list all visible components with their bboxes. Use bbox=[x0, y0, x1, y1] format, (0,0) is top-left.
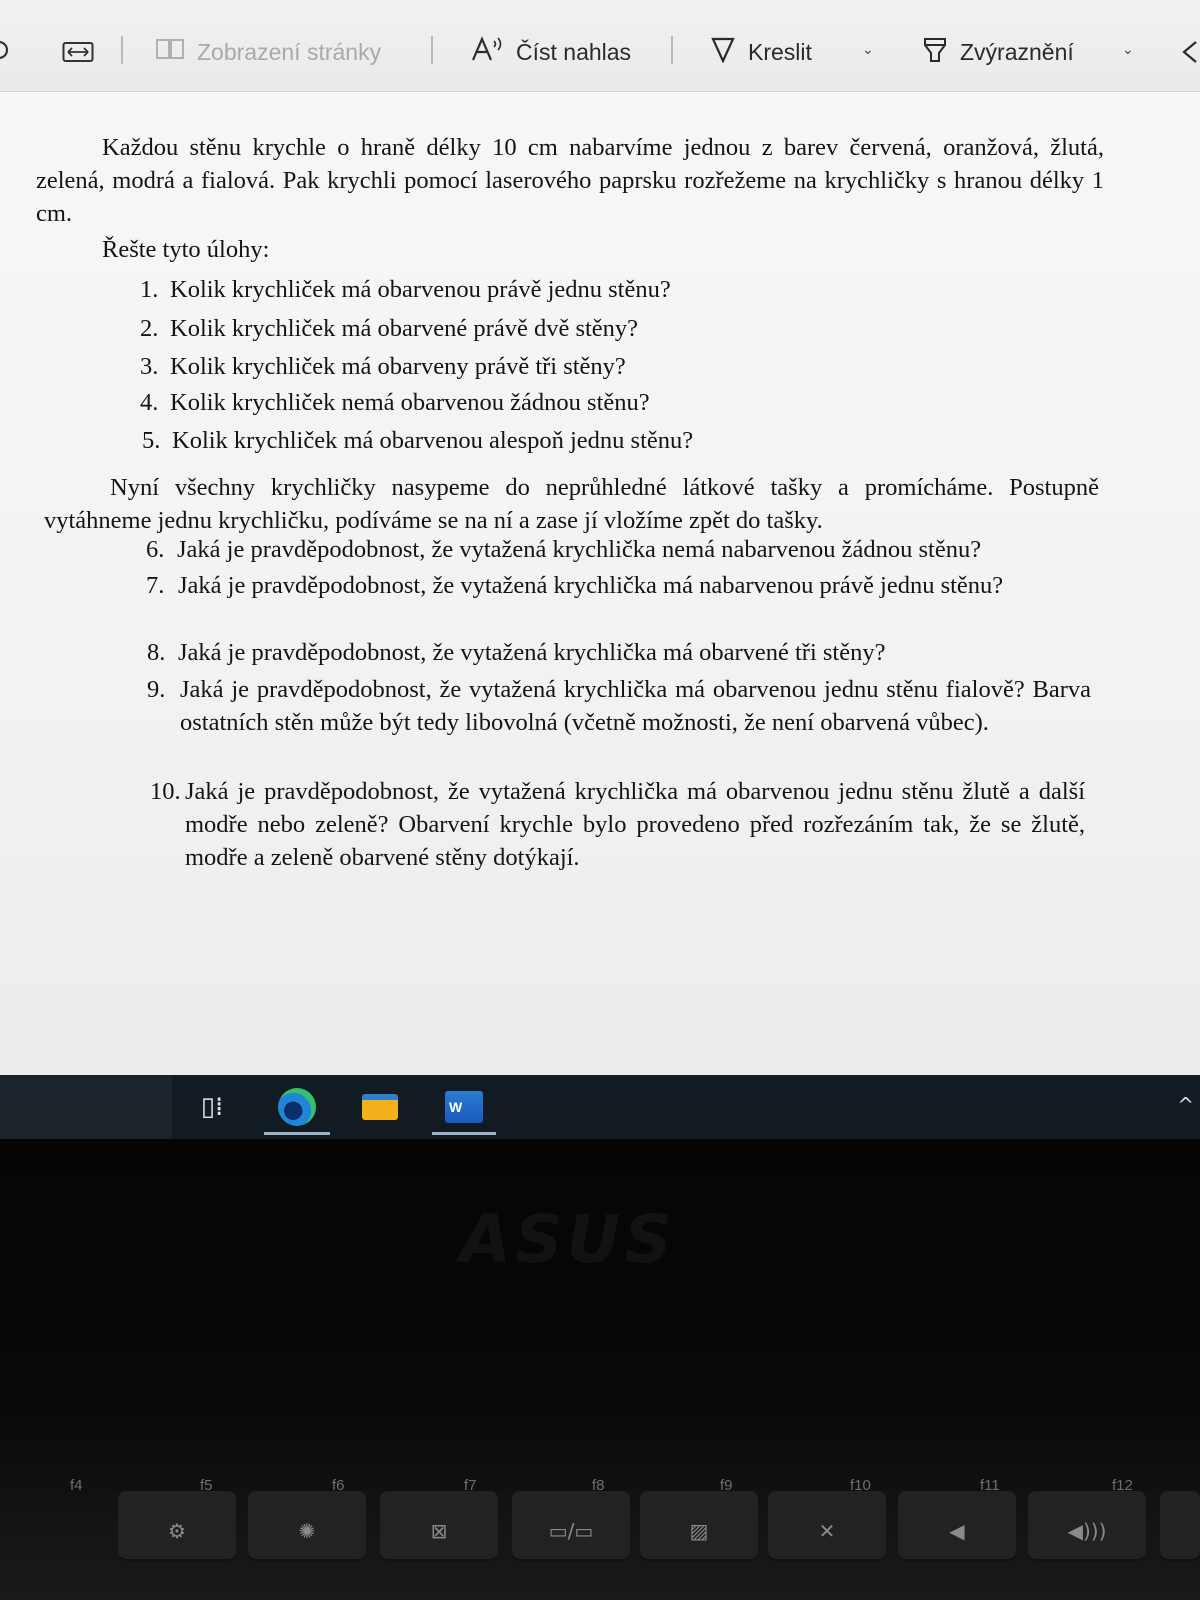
highlighter-icon bbox=[922, 35, 948, 69]
question-number: 1. bbox=[140, 276, 159, 303]
question-number: 4. bbox=[140, 389, 159, 416]
question-text: Jaká je pravděpodobnost, že vytažená krychlička má obarvenou jednu stěnu žlutě a další modře nebo zeleně? Obarvení krychle bylo provedeno před rozřezáním tak, že se žlutě, modře a zeleně obarvené stěny dotýkají. bbox=[185, 778, 1085, 871]
toolbar-separator bbox=[431, 36, 433, 64]
search-icon[interactable] bbox=[0, 32, 14, 72]
touchpad-toggle-icon: ⊠ bbox=[430, 1519, 448, 1543]
intro-paragraph: Každou stěnu krychle o hraně délky 10 cm nabarvíme jednou z barev červená, oranžová, žlutá, zelená, modrá a fialová. Pak krychli pomocí laserového paprsku rozřežeme na krychličky s hranou délky 1 cm. bbox=[36, 134, 1104, 227]
key-label: f9 bbox=[720, 1477, 733, 1494]
volume-up-icon: ◀))) bbox=[1067, 1519, 1107, 1543]
question-text: Kolik krychliček má obarveny právě tři stěny? bbox=[170, 353, 626, 380]
taskbar-edge-button[interactable] bbox=[262, 1081, 332, 1133]
highlight-chevron-down-icon[interactable]: ⌄ bbox=[1122, 42, 1134, 58]
question-text: Jaká je pravděpodobnost, že vytažená krychlička nemá nabarvenou žádnou stěnu? bbox=[177, 536, 982, 563]
key-label: f8 bbox=[592, 1477, 605, 1494]
volume-down-icon: ◀ bbox=[949, 1519, 965, 1543]
keyboard-backlight-down-icon: ⚙ bbox=[168, 1519, 186, 1543]
question-number: 5. bbox=[142, 427, 161, 454]
key-label: f12 bbox=[1112, 1477, 1133, 1494]
screen-off-icon: ▨ bbox=[689, 1519, 709, 1543]
document-page bbox=[0, 92, 1200, 1075]
key-f12 bbox=[1112, 1477, 1200, 1561]
solve-heading: Řešte tyto úlohy: bbox=[102, 236, 270, 263]
fit-width-icon[interactable] bbox=[62, 32, 94, 72]
bag-paragraph: Nyní všechny krychličky nasypeme do neprůhledné látkové tašky a promícháme. Postupně vytáhneme jednu krychličku, podíváme se na ní a zase jí vložíme zpět do tašky. bbox=[44, 474, 1099, 534]
edge-browser-icon bbox=[278, 1088, 316, 1126]
question-text: Kolik krychliček má obarvené právě dvě stěny? bbox=[170, 315, 639, 342]
question-number: 3. bbox=[140, 353, 159, 380]
read-aloud-label: Číst nahlas bbox=[516, 38, 632, 65]
eraser-icon[interactable] bbox=[1180, 32, 1200, 72]
highlight-label: Zvýraznění bbox=[960, 38, 1074, 65]
brand-logo: ASUS bbox=[460, 1201, 676, 1278]
question-number: 6. bbox=[146, 536, 165, 563]
draw-label: Kreslit bbox=[748, 38, 812, 65]
taskbar-search-area[interactable] bbox=[0, 1075, 172, 1139]
question-text: Jaká je pravděpodobnost, že vytažená krychlička má nabarvenou právě jednu stěnu? bbox=[178, 572, 1004, 599]
draw-button[interactable] bbox=[710, 32, 812, 72]
question-text: Jaká je pravděpodobnost, že vytažená krychlička má obarvenou jednu stěnu fialově? Barva ostatních stěn může být tedy libovolná (včetně možnosti, že není obarvená vůbec). bbox=[180, 676, 1091, 736]
read-aloud-icon bbox=[470, 35, 504, 69]
question-number: 9. bbox=[147, 676, 166, 703]
key-label: f10 bbox=[850, 1477, 871, 1494]
key-label: f11 bbox=[980, 1477, 1000, 1494]
page-view-icon bbox=[155, 37, 185, 67]
question-text: Kolik krychliček má obarvenou právě jednu stěnu? bbox=[170, 276, 671, 303]
question-text: Kolik krychliček má obarvenou alespoň jednu stěnu? bbox=[172, 427, 694, 454]
key-label: f5 bbox=[200, 1477, 213, 1494]
reader-toolbar bbox=[0, 0, 1200, 92]
draw-pen-icon bbox=[710, 35, 736, 69]
word-app-icon: W bbox=[445, 1091, 483, 1123]
question-number: 10. bbox=[150, 778, 181, 805]
toolbar-separator bbox=[671, 36, 673, 64]
question-text: Jaká je pravděpodobnost, že vytažená krychlička má obarvené tři stěny? bbox=[178, 639, 886, 666]
mute-icon: ✕ bbox=[818, 1519, 836, 1543]
draw-chevron-down-icon[interactable]: ⌄ bbox=[862, 42, 874, 58]
keyboard-backlight-up-icon: ✺ bbox=[298, 1519, 316, 1543]
highlight-button[interactable] bbox=[922, 32, 1074, 72]
toolbar-separator bbox=[121, 36, 123, 64]
page-view-label: Zobrazení stránky bbox=[197, 38, 382, 65]
question-text: Kolik krychliček nemá obarvenou žádnou stěnu? bbox=[170, 389, 650, 416]
tray-chevron-up-icon[interactable]: ^ bbox=[1177, 1093, 1194, 1117]
laptop-body bbox=[0, 1139, 1200, 1600]
question-number: 2. bbox=[140, 315, 159, 342]
key-label: f7 bbox=[464, 1477, 477, 1494]
task-view-icon[interactable]: ▯⁞ bbox=[200, 1092, 224, 1122]
folder-icon bbox=[362, 1094, 398, 1120]
question-number: 8. bbox=[147, 639, 166, 666]
key-label: f6 bbox=[332, 1477, 345, 1494]
windows-taskbar bbox=[0, 1075, 1200, 1139]
key-label: f4 bbox=[70, 1477, 83, 1494]
question-number: 7. bbox=[146, 572, 165, 599]
display-switch-icon: ▭/▭ bbox=[548, 1519, 594, 1543]
taskbar-word-button[interactable] bbox=[430, 1081, 498, 1133]
page-view-button[interactable] bbox=[155, 32, 381, 72]
taskbar-file-explorer-button[interactable] bbox=[348, 1081, 412, 1133]
read-aloud-button[interactable] bbox=[470, 32, 631, 72]
